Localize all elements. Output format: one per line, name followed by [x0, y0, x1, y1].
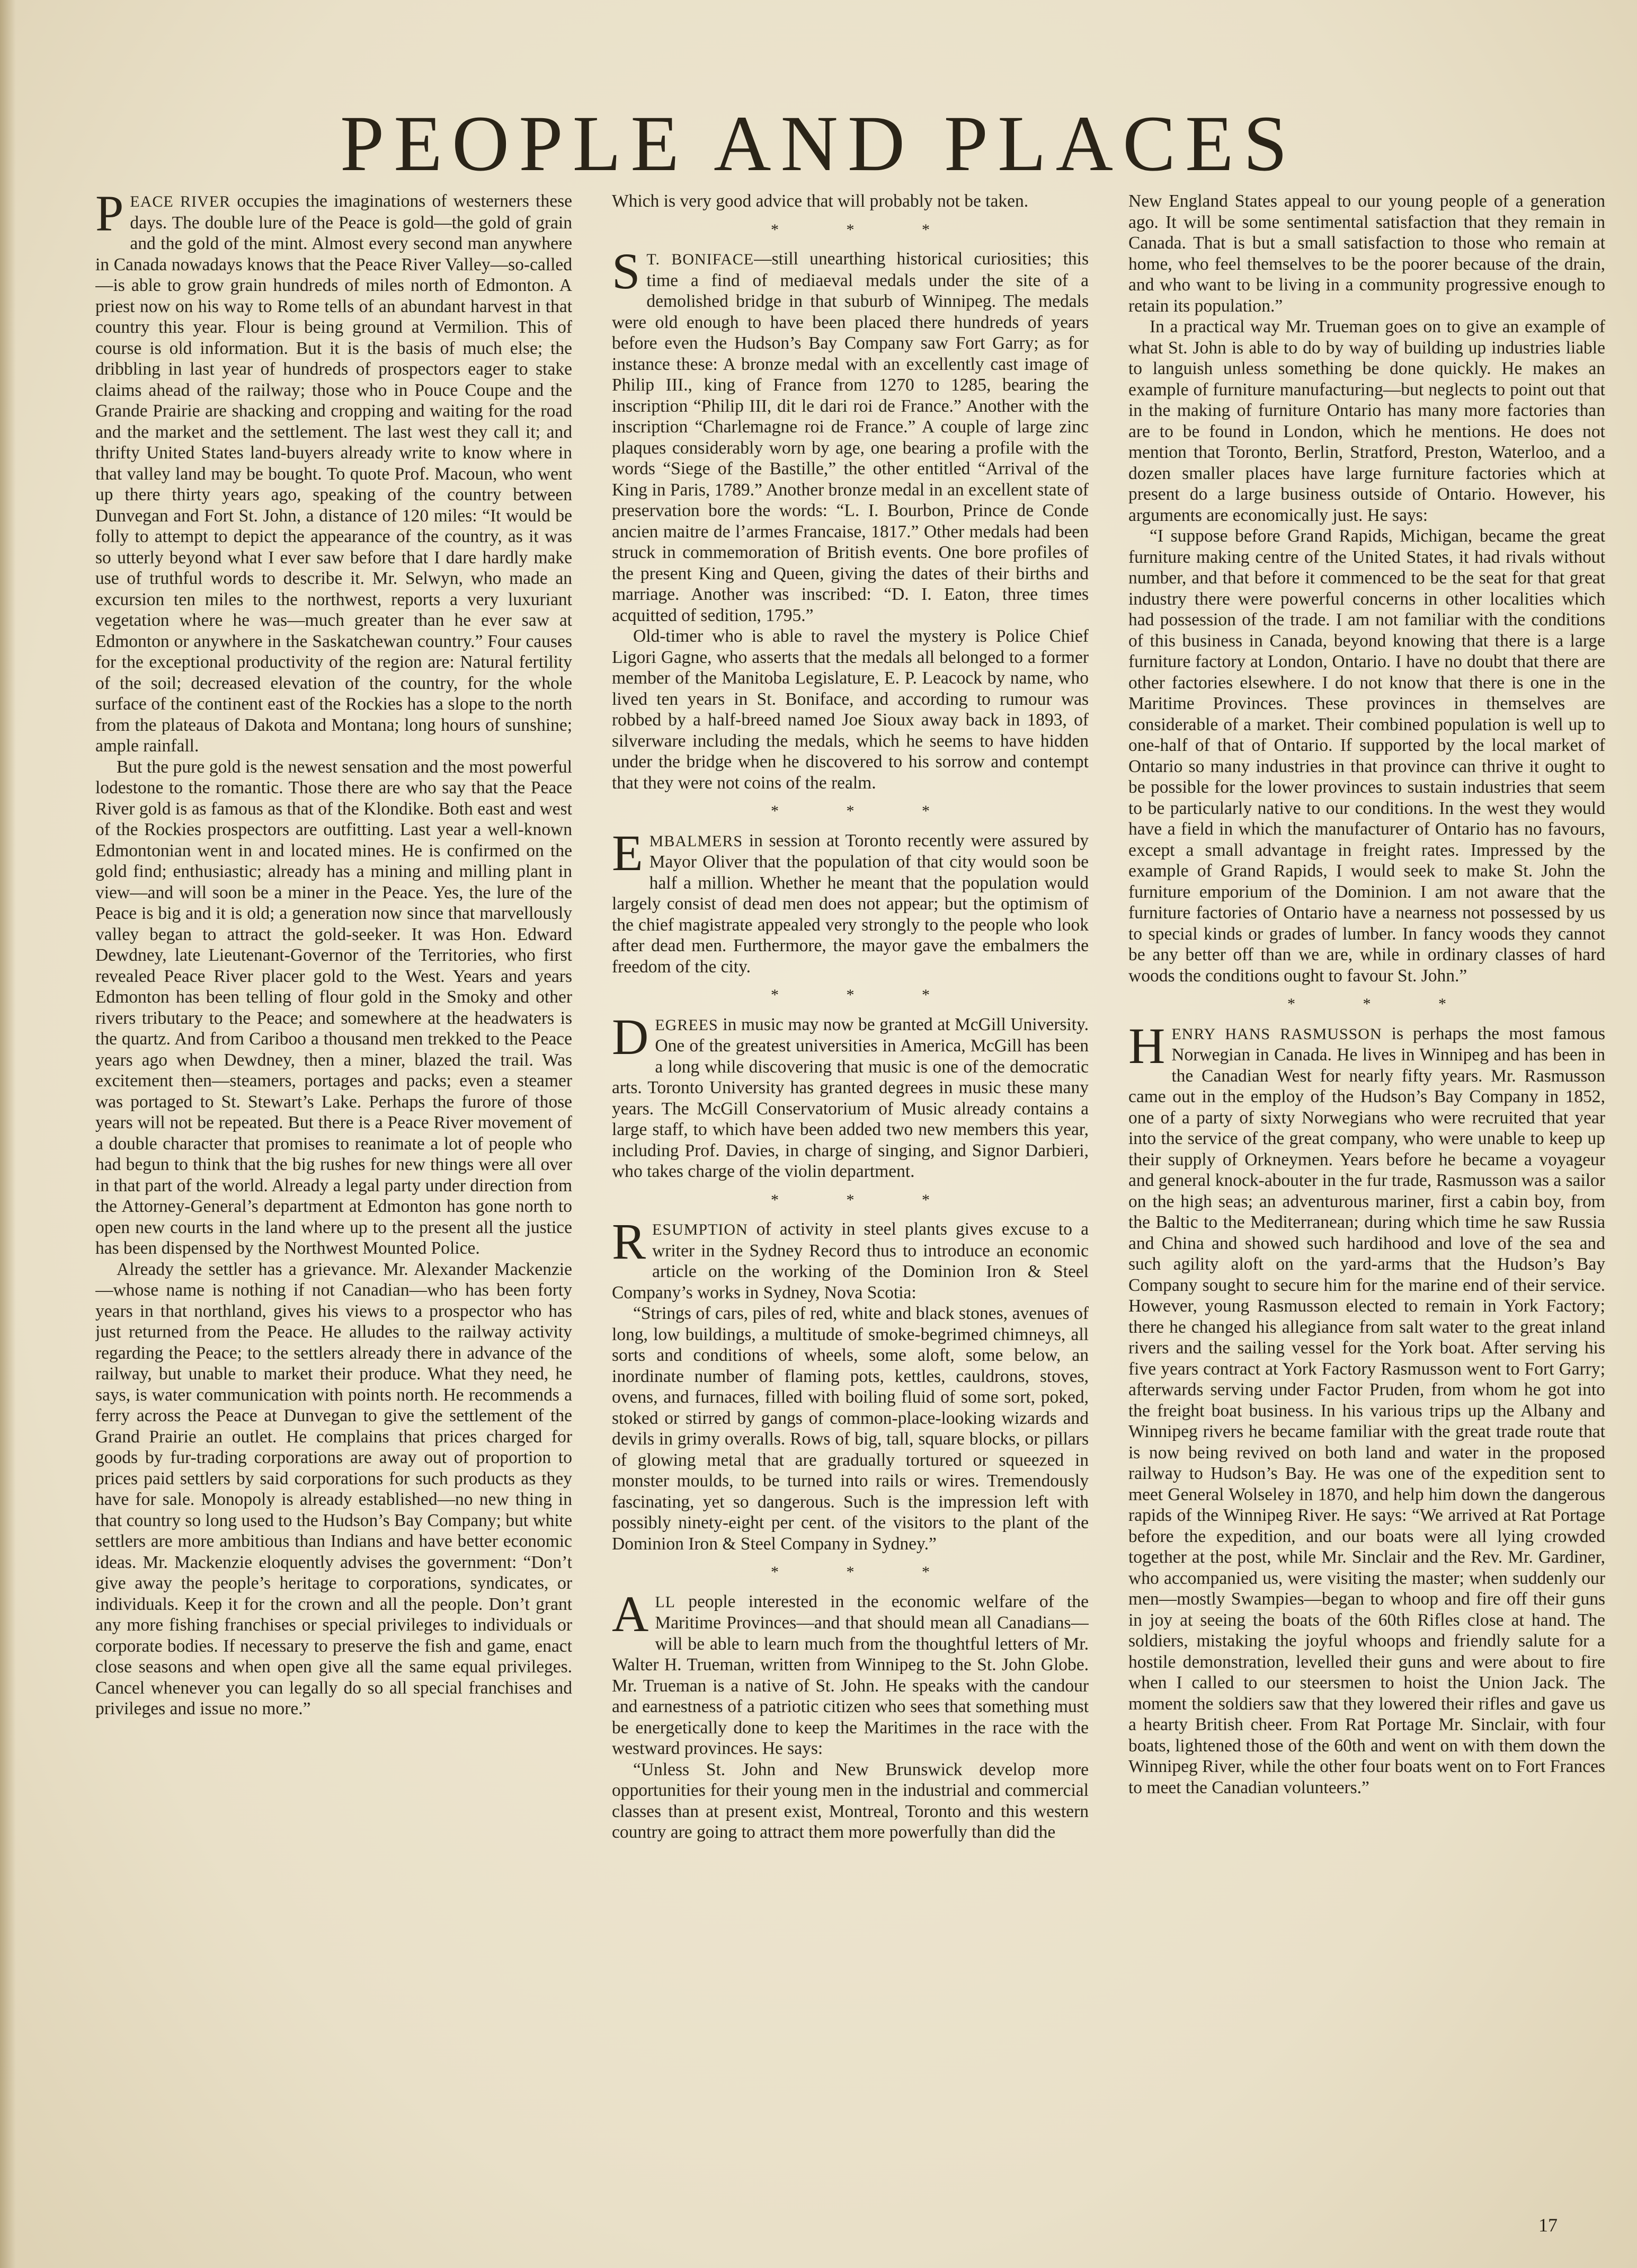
- gold-paragraph: But the pure gold is the newest sensation and the most powerful lodestone to the romantic. Those there are who say that the Peace River gold is as famous as that of the Klondike. Both east and west of the Rockies prospectors are outfitting. Last year a well-known Edmontonian went in and located mines. He is confirmed on the gold find; enthusiastic; already has a mining and milling plant in view—and will soon be a miner in the Peace. Yes, the lure of the Peace is big and it is old; a generation now since that marvellously valley began to attract the gold-seeker. It was Hon. Edward Dewdney, late Lieutenant-Governor of the Territories, who first revealed Peace River placer gold to the West. Years and years Edmonton has been telling of flour gold in the Smoky and other rivers tributary to the Peace; and somewhere at the headwaters is the quartz. And from Cariboo a thousand men trekked to the Peace years ago when Dewdney, then a miner, blazed the trail. Was excitement then—steamers, portages and packs; even a steamer was portaged to St. Stewart’s Lake. Perhaps the furore of those years will not be repeated. But there is a Peace River movement of a double character that promises to reanimate a lot of people who had begun to think that the big rushes for new things were all over in that part of the world. Already a legal party under direction from the Attorney-General’s department at Edmonton has gone north to open new courts in the land where up to the present all the justice has been dispensed by the Northwest Mounted Police.: [95, 757, 572, 1258]
- drop-cap: A: [612, 1585, 649, 1642]
- drop-cap: S: [612, 243, 640, 299]
- page-number: 17: [1538, 2214, 1558, 2236]
- paragraph-text: of activity in steel plants gives excuse to a writer in the Sydney Record thus to introduce an economic article on the working of the Dominion Iron & Steel Company’s works in Sydney, Nova Scotia:: [612, 1219, 1089, 1303]
- advice-paragraph: Which is very good advice that will probably not be taken.: [612, 191, 1029, 211]
- section-separator: * * *: [1287, 995, 1478, 1013]
- binding-shadow: [0, 0, 16, 2268]
- section-separator: * * *: [771, 986, 962, 1004]
- maritime-paragraph: [612, 1585, 1089, 1759]
- section-separator: * * *: [771, 1563, 962, 1581]
- steel-quote-paragraph: “Strings of cars, piles of red, white and black stones, avenues of long, low buildings, a multitude of smoke-begrimed chimneys, all sorts and conditions of wheels, some aloft, some below, an inordinate number of flaming pots, kettles, cauldrons, stoves, ovens, and furnaces, filled with boiling fluid of some sort, poked, stoked or stirred by gangs of common-place-looking wizards and devils in grimy overalls. Rows of big, tall, square blocks, or pillars of glowing metal that are gradually tortured or squeezed in monster moulds, to be turned into rails or wires. Tremendously fascinating, yet so dangerous. Such is the impression left with possibly ninety-eight per cent. of the visitors to the plant of the Dominion Iron & Steel Company in Sydney.”: [612, 1304, 1089, 1554]
- trueman-quote-paragraph: “Unless St. John and New Brunswick develop more opportunities for their young men in the industrial and commercial classes than at present exist, Montreal, Toronto and this western country are going to attract them more powerfully than did the: [612, 1759, 1089, 1842]
- resumption-paragraph: [612, 1213, 1089, 1303]
- lead-in: ESUMPTION: [652, 1221, 748, 1238]
- paragraph-text: in session at Toronto recently were assured by Mayor Oliver that the population of that city would soon be half a million. Whether he meant that the population would largely consist of dead men does not appear; but the optimism of the chief magistrate appealed very strongly to the people who look after dead men. Furthermore, the mayor gave the embalmers the freedom of the city.: [612, 830, 1089, 977]
- article-columns: [95, 191, 1605, 2162]
- drop-cap: R: [612, 1213, 646, 1270]
- degrees-paragraph: [612, 1008, 1089, 1182]
- old-timer-paragraph: Old-timer who is able to ravel the mystery is Police Chief Ligori Gagne, who asserts that the medals all belonged to a former member of the Manitoba Legislature, E. P. Leacock by name, who lived ten years in St. Boniface, and according to rumour was robbed by a half-breed named Joe Sioux away back in 1893, of silverware including the medals, which he seems to have hidden under the bridge when he discovered to his sorrow and contempt that they were not coins of the realm.: [612, 626, 1089, 793]
- embalmers-paragraph: [612, 824, 1089, 978]
- drop-cap: D: [612, 1008, 649, 1065]
- section-separator: * * *: [771, 802, 962, 820]
- trueman-quote-continued: New England States appeal to our young people of a generation ago. It will be some sentimental satisfaction that they remain in Canada. That is but a small satisfaction to those who remain at home, who feel themselves to be the poorer because of the drain, and who want to be living in a community progressive enough to retain its population.”: [1128, 191, 1605, 316]
- settler-grievance-paragraph: Already the settler has a grievance. Mr. Alexander Mackenzie—whose name is nothing if not Canadian—who has been forty years in that northland, gives his views to a prospector who has just returned from the Peace. He alludes to the railway activity regarding the Peace; to the settlers already there in advance of the railway, but unable to market their produce. What they need, he says, is water communication with points north. He recommends a ferry across the Peace at Dunvegan to give the settlement of the Grand Prairie an outlet. He complains that prices charged for goods by fur-trading corporations are away out of proportion to prices paid settlers by said corporations for such products as they have for sale. Monopoly is already established—no new thing in that country so long used to the Hudson’s Bay Company; but white settlers are more ambitious than Indians and have better economic ideas. Mr. Mackenzie eloquently advises the government: “Don’t give away the people’s heritage to corporations, syndicates, or individuals. Keep it for the crown and all the people. Don’t grant any more fishing franchises or special privileges to individuals or corporate bodies. If necessary to preserve the fish and game, enact close seasons and when open give all the same equal privileges. Cancel whenever you can legally do so all special franchises and privileges and issue no more.”: [95, 1259, 572, 1718]
- lead-in: EGREES: [655, 1016, 718, 1034]
- lead-in: MBALMERS: [649, 832, 743, 850]
- lead-in: ENRY HANS RASMUSSON: [1171, 1025, 1382, 1043]
- paragraph-text: people interested in the economic welfare of the Maritime Provinces—and that should mean all Canadians—will be able to learn much from the thoughtful letters of Mr. Walter H. Trueman, written from Winnipeg to the St. John Globe. Mr. Trueman is a native of St. John. He speaks with the candour and earnestness of a patriotic citizen who sees that something must be energetically done to keep the Maritimes in the race with the westward provinces. He says:: [612, 1591, 1089, 1758]
- lead-in: T. BONIFACE: [646, 251, 754, 268]
- paragraph-text: occupies the imaginations of westerners these days. The double lure of the Peace is gold—the gold of grain and the gold of the mint. Almost every second man anywhere in Canada nowadays knows that the Peace River Valley—so-called—is able to grow grain hundreds of miles north of Edmonton. A priest now on his way to Rome tells of an abundant harvest in that country this year. Flour is being ground at Vermilion. This of course is old information. But it is the basis of much else; the dribbling in last year of hundreds of prospectors eager to stake claims ahead of the railway; those who in Pouce Coupe and the Grande Prairie are shacking and cropping and waiting for the road and the market and the settlement. The last west they call it; and thrifty United States land-buyers already write to know where in that valley land may be bought. To quote Prof. Macoun, who went up there thirty years ago, speaking of the country between Dunvegan and Fort St. John, a distance of 120 miles: “It would be folly to attempt to depict the appearance of the country, as it was so utterly beyond what I ever saw before that I dare hardly make use of truthful words to describe it. Mr. Selwyn, who made an excursion ten miles to the northwest, reports a very luxuriant vegetation where he was—much greater than he ever saw at Edmonton or anywhere in the Saskatchewan country.” Four causes for the exceptional productivity of the region are: Natural fertility of the soil; decreased elevation of the country, for the whole surface of the continent east of the Rockies has a slope to the north from the plateaus of Dakota and Montana; long hours of sunshine; ample rainfall.: [95, 191, 572, 756]
- furniture-paragraph: In a practical way Mr. Trueman goes on to give an example of what St. John is able to do by way of building up industries liable to languish unless something be done quickly. He makes an example of furniture manufacturing—but neglects to point out that in the making of furniture Ontario has many more factories than are to be found in London, which he mentions. He does not mention that Toronto, Berlin, Stratford, Preston, Waterloo, and a dozen smaller places have large furniture factories which at present do a large business outside of Ontario. However, his arguments are economically just. He says:: [1128, 317, 1605, 525]
- paragraph-text: —still unearthing historical curiosities; this time a find of mediaeval medals under the site of a demolished bridge in that suburb of Winnipeg. The medals were old enough to have been placed there hundreds of years before even the Hudson’s Bay Company saw Fort Garry; as for instance these: A bronze medal with an excellently cast image of Philip III., king of France from 1270 to 1285, bearing the inscription “Philip III, dit le dari roi de France.” Another with the inscription “Charlemagne roi de France.” A couple of large zinc plaques considerably worn by age, one bearing a profile with the words “Siege of the Bastille,” the other entitled “Arrival of the King in Paris, 1789.” Another bronze medal in an excellent state of preservation bore the words: “L. I. Bourbon, Prince de Conde ancien maitre de l’armes Francaise, 1817.” Other medals had been struck in commemoration of British events. One bore profiles of the present King and Queen, giving the dates of their births and marriage. Another was inscribed: “D. I. Eaton, three times acquitted of sedition, 1795.”: [612, 249, 1089, 625]
- rasmusson-paragraph: [1128, 1017, 1605, 1799]
- lead-in: EACE RIVER: [130, 193, 231, 210]
- column-3: [1128, 191, 1605, 2162]
- paragraph-text: is perhaps the most famous Norwegian in Canada. He lives in Winnipeg and has been in the Canadian West for nearly fifty years. Mr. Rasmusson came out in the employ of the Hudson’s Bay Company in 1852, one of a party of sixty Norwegians who were recruited that year into the service of the great company, who were unable to keep up their supply of Orkneymen. Years before he became a voyageur and general knock-abouter in the fur trade, Rasmusson was a sailor on the high seas; an adventurous mariner, first a cabin boy, from the Baltic to the Mediterranean; during which time he saw Russia and China and showed such hardihood and love of the sea and such agility aloft on the yard-arms that the Hudson’s Bay Company sought to secure him for the marine end of their service. However, young Rasmusson elected to remain in York Factory; there he changed his allegiance from salt water to the great inland rivers and the sailing vessel for the York boat. After serving his five years contract at York Factory Rasmusson went to Fort Garry; afterwards serving under Factor Pruden, from whom he got into the freight boat business. In his various trips up the Albany and Winnipeg rivers he became familiar with the great trade route that is now being revived on both land and water in the proposed railway to Hudson’s Bay. He was one of the expedition sent to meet General Wolseley in 1870, and help him down the dangerous rapids of the Winnipeg River. He says: “We arrived at Rat Portage before the expedition, and our boats were all lying crowded together at the post, while Mr. Sinclair and the Rev. Mr. Gardiner, who accompanied us, were visiting the master; when suddenly our men—mostly Swampies—began to whoop and fire off their guns in joy at seeing the boats of the 60th Rifles close at hand. The soldiers, mistaking the joyful whoops and friendly salute for a hostile demonstration, levelled their guns and were about to fire when I called to our steersmen to hoist the Union Jack. The moment the soldiers saw that they lowered their rifles and gave us a hearty British cheer. From Rat Portage Mr. Sinclair, with four boats, lightened those of the 60th and went on with them down the Winnipeg River, while the other four boats went on to Fort Frances to meet the Canadian volunteers.”: [1128, 1023, 1605, 1797]
- section-separator: * * *: [771, 220, 962, 238]
- lead-in: LL: [655, 1593, 675, 1611]
- section-separator: * * *: [771, 1191, 962, 1209]
- peace-river-paragraph: [95, 191, 572, 757]
- drop-cap: E: [612, 824, 643, 881]
- grand-rapids-quote: “I suppose before Grand Rapids, Michigan, became the great furniture making centre of the United States, it had rivals without number, and that before it commenced to be the seat for that great industry there were powerful concerns in other localities which had possession of the trade. I am not familiar with the conditions of this business in Canada, beyond knowing that there is a large furniture factory at London, Ontario. I have no doubt that there are other factories elsewhere. I do not know that there is one in the Maritime Provinces. These provinces in themselves are considerable of a market. Their combined population is well up to one-half of that of Ontario. If supported by the local market of Ontario so many industries in that province can thrive it ought to be possible for the lower provinces to sustain industries that seem to be particularly native to our conditions. In the west they would have a field in which the manufacturer of Ontario has no favours, except a small advantage in freight rates. Impressed by the example of Grand Rapids, I would seek to make St. John the furniture emporium of the Dominion. I am not aware that the furniture factories of Ontario have a nearness not possessed by us to special kinds or grades of lumber. In fancy woods they cannot be any better off than we are, while in ordinary classes of hard woods the conditions ought to favour St. John.”: [1128, 526, 1605, 986]
- st-boniface-paragraph: [612, 243, 1089, 626]
- drop-cap: H: [1128, 1017, 1166, 1074]
- column-2: [612, 191, 1089, 2162]
- paragraph-text: in music may now be granted at McGill University. One of the greatest universities in America, McGill has been a long while discovering that music is one of the democratic arts. Toronto University has granted degrees in music these many years. The McGill Conservatorium of Music already contains a large staff, to which have been added two new members this year, including Prof. Davies, in charge of singing, and Signor Darbieri, who takes charge of the violin department.: [612, 1014, 1089, 1181]
- page-title: PEOPLE AND PLACES: [340, 100, 1297, 188]
- drop-cap: P: [95, 191, 124, 242]
- column-1: [95, 191, 572, 2162]
